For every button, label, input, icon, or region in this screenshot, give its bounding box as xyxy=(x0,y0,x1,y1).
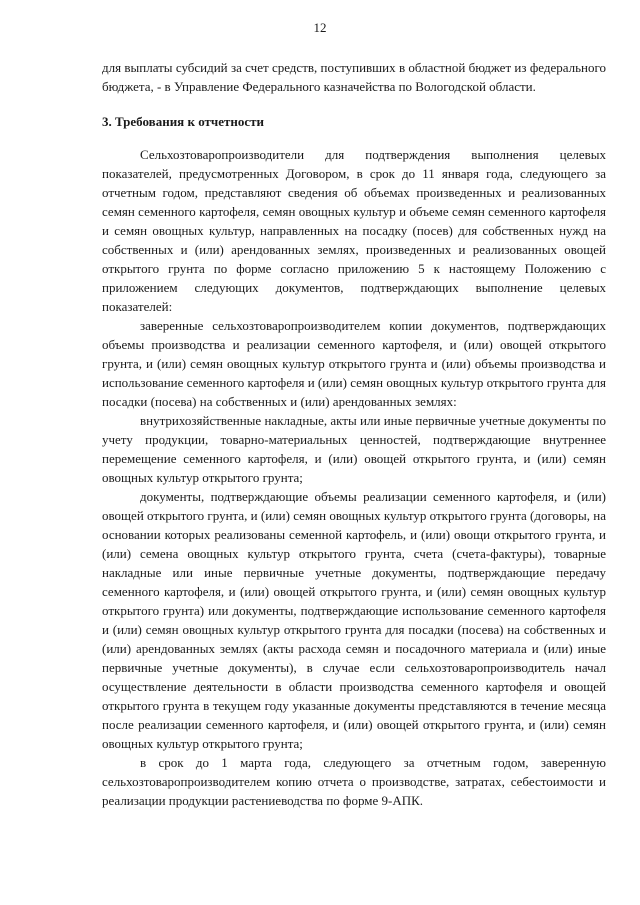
paragraph-continuation: для выплаты субсидий за счет средств, поступивших в областной бюджет из федерального бюджета, - в Управление Федерального казначейства по Вологодской области. xyxy=(102,60,606,94)
paragraph-report-deadline: в срок до 1 марта года, следующего за отчетным годом, заверенную сельхозтоваропроизводителем копию отчета о производстве, затратах, себестоимости и реализации продукции растениеводства по форме 9-АПК. xyxy=(102,755,606,808)
page-number: 12 xyxy=(313,20,327,35)
section-heading: 3. Требования к отчетности xyxy=(102,114,265,129)
paragraph-internal-documents: внутрихозяйственные накладные, акты или иные первичные учетные документы по учету продукции, товарно-материальных ценностей, подтверждающие внутреннее перемещение семенного картофеля, и (или) овощей открытого грунта, и (или) семян овощных культур открытого грунта; xyxy=(102,413,606,485)
paragraph-reporting-requirements: Сельхозтоваропроизводители для подтверждения выполнения целевых показателей, предусмотренных Договором, в срок до 11 января года, следующего за отчетным годом, представляют сведения об объемах произведенных и реализованных семян семенного картофеля, семян овощных культур и объеме семян семенного картофеля и семян овощных культур, направленных на посадку (посев) для собственных нужд на собственных и (или) арендованных землях, произведенных и реализованных овощей открытого грунта по форме согласно приложению 5 к настоящему Положению с приложением следующих документов, подтверждающих выполнение целевых показателей: xyxy=(102,147,606,314)
paragraph-certified-copies: заверенные сельхозтоваропроизводителем копии документов, подтверждающих объемы производства и реализации семенного картофеля, и (или) овощей открытого грунта, и (или) семян овощных культур открытого грунта и (или) объемы производства и использование семенного картофеля и (или) семян овощных культур открытого грунта для посадки (посева) на собственных и (или) арендованных землях: xyxy=(102,318,606,409)
document-body xyxy=(102,58,606,810)
paragraph-sales-documents: документы, подтверждающие объемы реализации семенного картофеля, и (или) овощей открытого грунта, и (или) семян овощных культур открытого грунта (договоры, на основании которых реализованы семенной картофель, и (или) овощи открытого грунта, и (или) семена овощных культур открытого грунта, счета (счета-фактуры), товарные накладные или иные первичные учетные документы, подтверждающие передачу семенного картофеля, и (или) овощей открытого грунта, и (или) семян овощных культур открытого грунта) или документы, подтверждающие использование семенного картофеля и (или) семян овощных культур открытого грунта для посадки (посева) на собственных и (или) арендованных землях (акты расхода семян и посадочного материала и (или) иные первичные учетные документы), в случае если сельхозтоваропроизводитель начал осуществление деятельности в области производства семенного картофеля и овощей открытого грунта в текущем году указанные документы представляются в течение месяца после реализации семенного картофеля, и (или) овощей открытого грунта, и (или) семян овощных культур открытого грунта; xyxy=(102,489,606,751)
